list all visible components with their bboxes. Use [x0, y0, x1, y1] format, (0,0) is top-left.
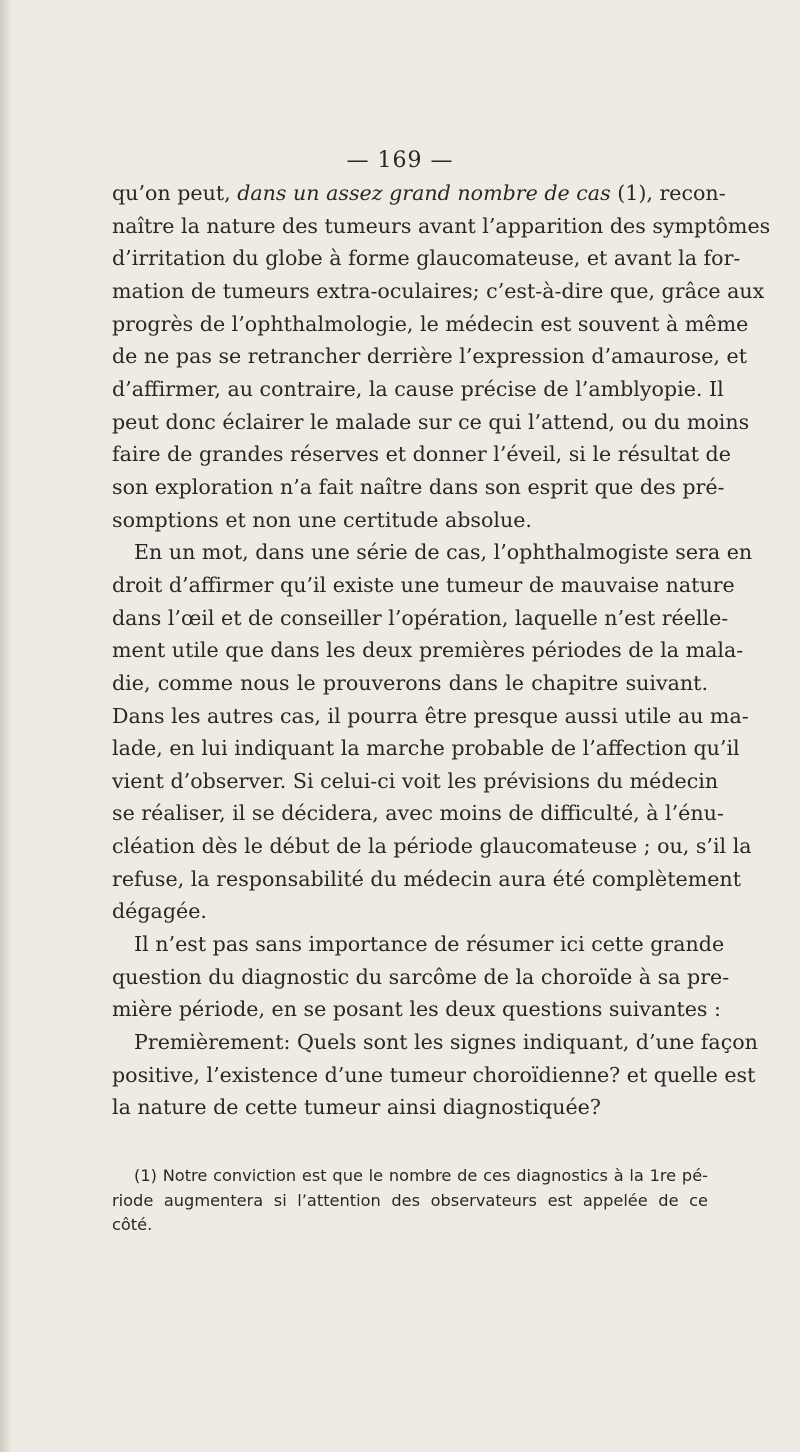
- page-edge-shadow: [0, 0, 12, 1452]
- body-line: positive, l’existence d’une tumeur choroïdienne? et quelle est: [112, 1062, 756, 1087]
- footnote-line: riode augmentera si l’attention des observateurs est appelée de ce: [112, 1190, 708, 1210]
- body-line: somptions et non une certitude absolue.: [112, 507, 532, 532]
- footnote-line: (1) Notre conviction est que le nombre de ces diagnostics à la 1re pé-: [134, 1166, 708, 1185]
- footnote: [112, 1164, 708, 1238]
- body-line: se réaliser, il se décidera, avec moins de difficulté, à l’énu-: [112, 801, 724, 826]
- body-line: vient d’observer. Si celui-ci voit les prévisions du médecin: [112, 768, 719, 793]
- body-line: refuse, la responsabilité du médecin aura été complètement: [112, 866, 741, 891]
- body-line: son exploration n’a fait naître dans son esprit que des pré-: [112, 474, 725, 499]
- body-line: lade, en lui indiquant la marche probable de l’affection qu’il: [112, 736, 740, 761]
- body-line: mation de tumeurs extra-oculaires; c’est-à-dire que, grâce aux: [112, 278, 765, 303]
- body-line: Premièrement: Quels sont les signes indiquant, d’une façon: [134, 1030, 758, 1055]
- body-line: die, comme nous le prouverons dans le chapitre suivant.: [112, 670, 708, 695]
- body-line: En un mot, dans une série de cas, l’ophthalmogiste sera en: [134, 540, 753, 565]
- body-line: question du diagnostic du sarcôme de la choroïde à sa pre-: [112, 964, 730, 989]
- body-line: d’irritation du globe à forme glaucomateuse, et avant la for-: [112, 246, 741, 271]
- body-text: [112, 177, 771, 1124]
- body-line: Il n’est pas sans importance de résumer ici cette grande: [134, 932, 725, 957]
- body-line: mière période, en se posant les deux questions suivantes :: [112, 997, 721, 1022]
- body-line: ment utile que dans les deux premières périodes de la mala-: [112, 638, 744, 663]
- body-line: la nature de cette tumeur ainsi diagnostiquée?: [112, 1095, 601, 1120]
- body-line: progrès de l’ophthalmologie, le médecin est souvent à même: [112, 311, 749, 336]
- body-line: dans l’œil et de conseiller l’opération, laquelle n’est réelle-: [112, 605, 729, 630]
- body-line: peut donc éclairer le malade sur ce qui l’attend, ou du moins: [112, 409, 750, 434]
- body-line: cléation dès le début de la période glaucomateuse ; ou, s’il la: [112, 834, 752, 859]
- body-line: Dans les autres cas, il pourra être presque aussi utile au ma-: [112, 703, 749, 728]
- footnote-line: côté.: [112, 1215, 153, 1234]
- body-line: dégagée.: [112, 899, 207, 924]
- body-line: de ne pas se retrancher derrière l’expression d’amaurose, et: [112, 344, 747, 369]
- body-line: d’affirmer, au contraire, la cause précise de l’amblyopie. Il: [112, 376, 724, 401]
- body-line-1: qu’on peut, dans un assez grand nombre de cas (1), recon-: [112, 181, 726, 205]
- body-line: droit d’affirmer qu’il existe une tumeur de mauvaise nature: [112, 572, 735, 597]
- body-line: naître la nature des tumeurs avant l’apparition des symptômes: [112, 213, 771, 238]
- italic-phrase: dans un assez grand nombre de cas: [237, 181, 611, 205]
- page-number: — 169 —: [346, 148, 454, 173]
- body-line: faire de grandes réserves et donner l’éveil, si le résultat de: [112, 442, 731, 467]
